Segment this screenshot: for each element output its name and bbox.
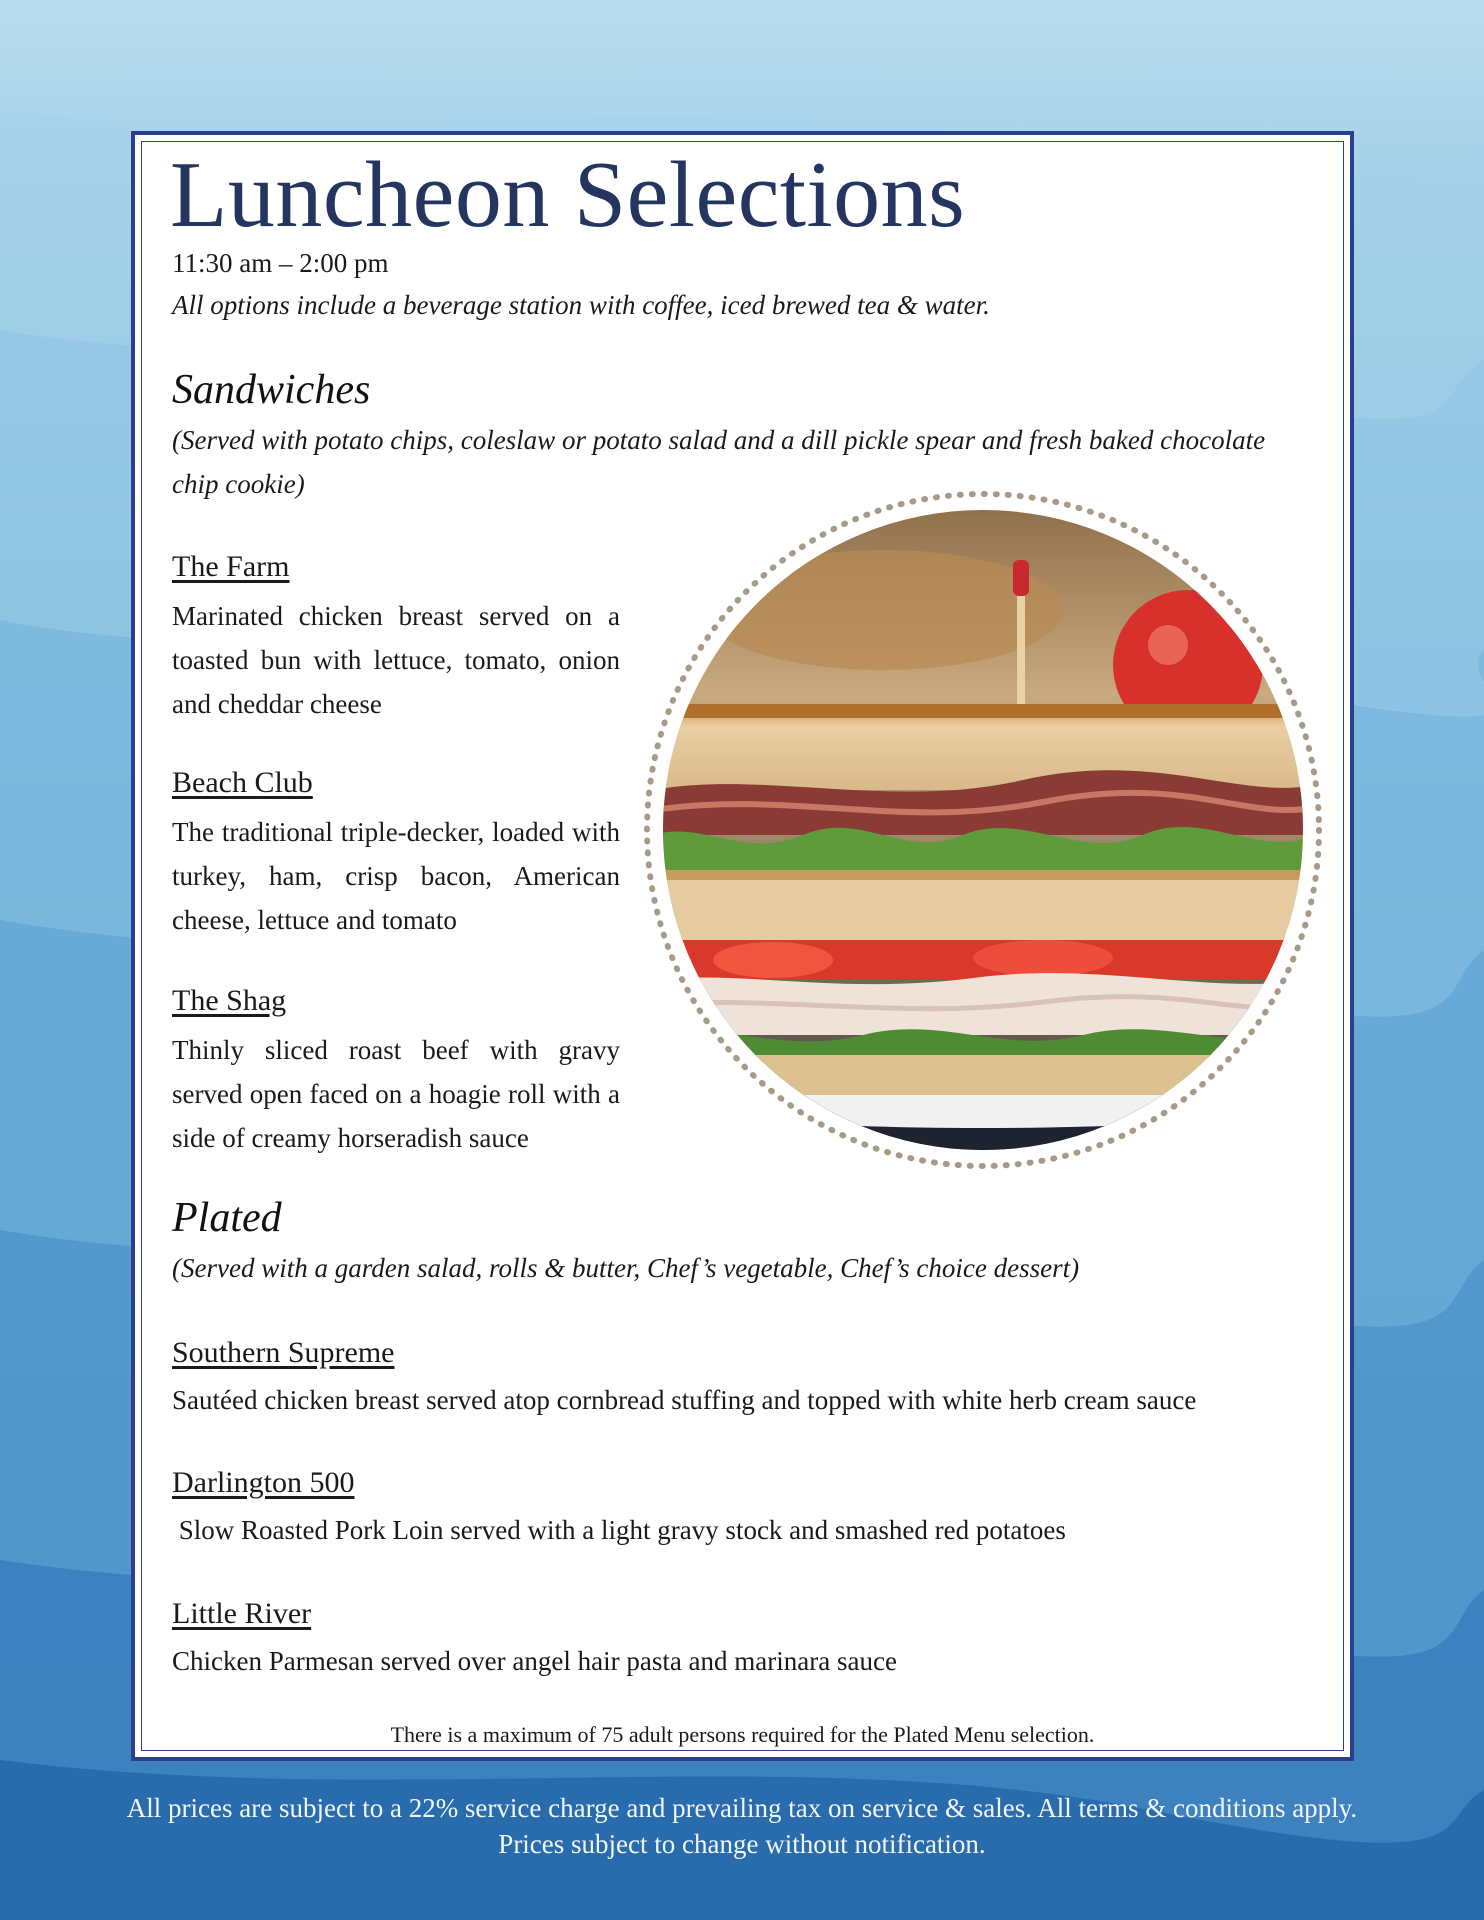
- menu-item-description: Sautéed chicken breast served atop cornbread stuffing and topped with white herb cream sauce: [172, 1385, 1197, 1415]
- menu-item-name: Darlington 500: [172, 1466, 355, 1499]
- footer-line-1: All prices are subject to a 22% service charge and prevailing tax on service & sales. All terms & conditions apply.: [126, 1793, 1358, 1823]
- menu-item-description: Slow Roasted Pork Loin served with a light gravy stock and smashed red potatoes: [172, 1515, 1066, 1545]
- menu-item-description: The traditional triple-decker, loaded with turkey, ham, crisp bacon, American cheese, lettuce and tomato: [172, 817, 620, 935]
- menu-item-name: The Shag: [172, 984, 287, 1017]
- menu-item-description: Chicken Parmesan served over angel hair pasta and marinara sauce: [172, 1646, 897, 1676]
- menu-item-name: Southern Supreme: [172, 1336, 395, 1369]
- plated-heading: Plated: [172, 1195, 282, 1241]
- plated-subtitle: (Served with a garden salad, rolls & butter, Chef’s vegetable, Chef’s choice dessert): [172, 1253, 1080, 1283]
- beverage-note: All options include a beverage station with coffee, iced brewed tea & water.: [172, 290, 990, 320]
- menu-item-description: Marinated chicken breast served on a toasted bun with lettuce, tomato, onion and cheddar cheese: [172, 601, 620, 719]
- sandwich-photo: [643, 490, 1323, 1170]
- menu-item-name: Little River: [172, 1597, 312, 1630]
- menu-item-name: Beach Club: [172, 766, 313, 799]
- service-hours: 11:30 am – 2:00 pm: [172, 248, 389, 278]
- sandwiches-heading: Sandwiches: [172, 367, 371, 413]
- footer-line-2: Prices subject to change without notification.: [498, 1829, 986, 1859]
- plated-disclaimer: There is a maximum of 75 adult persons required for the Plated Menu selection.: [390, 1722, 1095, 1747]
- sandwiches-subtitle: (Served with potato chips, coleslaw or potato salad and a dill pickle spear and fresh baked chocolate chip cookie): [172, 425, 1266, 499]
- menu-item-name: The Farm: [172, 550, 290, 583]
- pricing-footer: [0, 1790, 1484, 1862]
- menu-item-description: Thinly sliced roast beef with gravy served open faced on a hoagie roll with a side of creamy horseradish sauce: [172, 1035, 620, 1153]
- page-title: Luncheon Selections: [170, 143, 966, 247]
